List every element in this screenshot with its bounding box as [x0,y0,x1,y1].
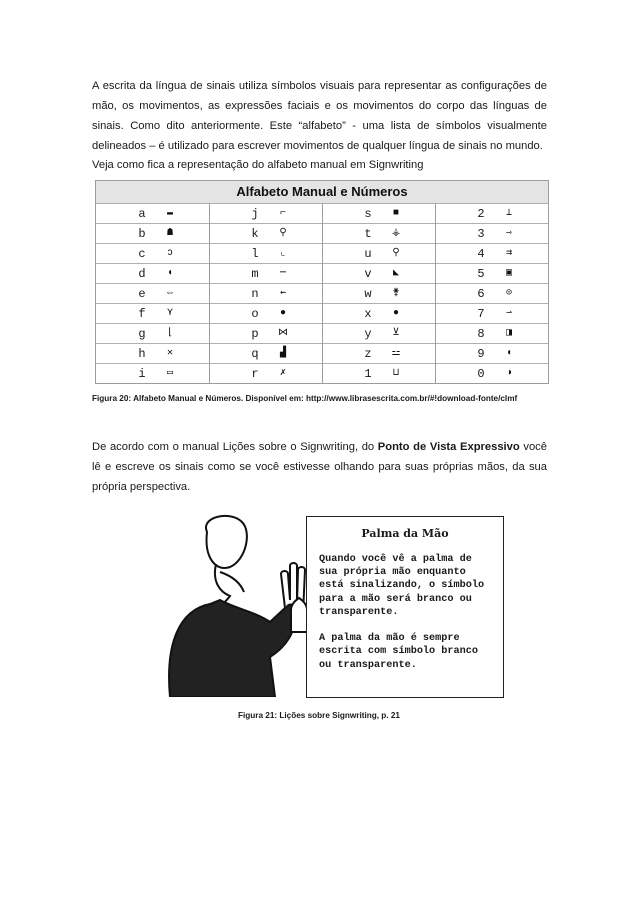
alphabet-cell [322,203,435,224]
signwriting-symbol: ◖ [505,348,512,359]
signwriting-symbol: ⇾ [505,228,513,239]
perspective-emphasis: Ponto de Vista Expressivo [377,441,520,453]
alphabet-cell [322,243,435,264]
alphabet-letter: h [138,347,146,361]
alphabet-cell [435,363,548,384]
signwriting-symbol: ◨ [505,328,513,339]
alphabet-cell [322,363,435,384]
signwriting-symbol: ⚲ [392,248,400,259]
alphabet-cell [209,283,322,304]
alphabet-letter: z [364,347,372,361]
perspective-text-end: você lê e escreve os sinais como se você estivesse olhando para suas próprias mãos, da sua própria perspectiva. [92,441,547,493]
intro-paragraph: A escrita da língua de sinais utiliza símbolos visuais para representar as configurações de mão, os movimentos, as expressões faciais e os movimentos do corpo das línguas de sinais. Como dito anteriormente. Este “alfabeto” - uma lista de símbolos visualmente delineados – é utilizado para escrever movimentos de qualquer língua de sinais no mundo. [92,80,547,152]
column-divider [435,203,436,383]
signwriting-symbol: ⋯ [279,268,287,279]
alphabet-letter: u [364,247,372,261]
signwriting-symbol: ⚲ [279,228,287,239]
alphabet-cell [435,343,548,364]
signwriting-symbol: ⚵ [392,288,400,299]
signwriting-symbol: ◣ [392,268,400,279]
figure-20-caption: Figura 20: Alfabeto Manual e Números. Disponível em: http://www.librasescrita.com.br/#!download-fonte/clmf [92,394,518,403]
alphabet-cell [322,263,435,284]
alphabet-letter: q [251,347,259,361]
alphabet-letter: 3 [477,227,485,241]
alphabet-cell [96,263,209,284]
palm-box-title: Palma da Mão [361,527,449,540]
signwriting-symbol: ⊙ [505,288,513,299]
alphabet-cell [96,363,209,384]
alphabet-title: Alfabeto Manual e Números [96,181,548,203]
alphabet-cell [435,303,548,324]
alphabet-letter: i [138,367,146,381]
alphabet-letter: 2 [477,207,485,221]
signwriting-symbol: ▬ [166,208,173,219]
signwriting-symbol: ☗ [166,228,174,239]
signwriting-symbol: ⋈ [278,328,288,339]
palm-explanation-box [306,516,504,698]
alphabet-cell [96,343,209,364]
alphabet-letter: g [138,327,146,341]
signwriting-symbol: ◑ [505,368,512,379]
signwriting-symbol: ▣ [505,268,513,279]
alphabet-letter: w [364,287,372,301]
alphabet-letter: s [364,207,372,221]
alphabet-cell [322,343,435,364]
signwriting-symbol: ⌊ [166,328,174,339]
alphabet-letter: 5 [477,267,485,281]
alphabet-cell [96,223,209,244]
signwriting-intro: Veja como fica a representação do alfabeto manual em Signwriting [92,159,424,171]
alphabet-letter: e [138,287,146,301]
signer-illustration [160,512,310,697]
alphabet-letter: c [138,247,146,261]
alphabet-letter: n [251,287,259,301]
alphabet-cell [209,223,322,244]
signwriting-symbol: ↄ [166,248,173,259]
signwriting-symbol: ⇜ [279,288,287,299]
alphabet-letter: v [364,267,372,281]
alphabet-letter: d [138,267,146,281]
column-divider [322,203,323,383]
alphabet-letter: 9 [477,347,485,361]
alphabet-letter: 6 [477,287,485,301]
alphabet-cell [96,303,209,324]
alphabet-letter: r [251,367,259,381]
alphabet-letter: f [138,307,146,321]
alphabet-letter: 1 [364,367,372,381]
signwriting-symbol: ▟ [279,348,287,359]
alphabet-cell [322,323,435,344]
alphabet-cell [322,303,435,324]
alphabet-cell [435,283,548,304]
signwriting-symbol: ⚍ [391,348,401,359]
alphabet-letter: m [251,267,259,281]
alphabet-cell [435,243,548,264]
alphabet-cell [435,323,548,344]
alphabet-cell [96,203,209,224]
signwriting-symbol: ✕ [166,348,174,359]
alphabet-cell [209,363,322,384]
alphabet-cell [322,223,435,244]
alphabet-cell [209,263,322,284]
alphabet-column [435,203,548,383]
alphabet-cell [435,263,548,284]
alphabet-cell [322,283,435,304]
alphabet-cell [209,323,322,344]
alphabet-column [322,203,435,383]
alphabet-letter: b [138,227,146,241]
alphabet-cell [96,323,209,344]
figure-21-caption: Figura 21: Lições sobre Signwriting, p. 21 [238,711,400,720]
alphabet-letter: 4 [477,247,485,261]
signwriting-symbol: ✗ [279,368,287,379]
alphabet-cell [209,343,322,364]
alphabet-cell [209,303,322,324]
signwriting-symbol: ⚶ [391,228,401,239]
alphabet-letter: 0 [477,367,485,381]
alphabet-letter: y [364,327,372,341]
alphabet-column [209,203,322,383]
signwriting-symbol: ⊥ [505,208,513,219]
alphabet-letter: 7 [477,307,485,321]
perspective-paragraph [92,437,547,497]
alphabet-letter: p [251,327,259,341]
alphabet-cell [96,243,209,264]
signwriting-symbol: ⊻ [392,328,400,339]
signwriting-symbol: ⇀ [505,308,513,319]
alphabet-figure [95,180,549,384]
signwriting-symbol: ⌞ [279,248,287,259]
signwriting-symbol: ▭ [166,368,174,379]
perspective-text-start: De acordo com o manual Lições sobre o Signwriting, do [92,441,378,453]
palm-box-text: Quando você vê a palma de sua própria mão enquanto está sinalizando, o símbolo para a mão será branco ou transparente. A palma da mão é sempre escrita com símbolo branco ou transparente. [319,554,485,671]
signwriting-symbol: ● [392,308,399,319]
alphabet-cell [96,283,209,304]
alphabet-cell [209,243,322,264]
alphabet-letter: a [138,207,146,221]
signwriting-symbol: ⋎ [166,308,174,319]
signwriting-symbol: ◖ [166,268,173,279]
signwriting-symbol: ⊔ [392,368,400,379]
column-divider [209,203,210,383]
alphabet-cell [209,203,322,224]
alphabet-cell [435,203,548,224]
alphabet-letter: l [251,247,259,261]
alphabet-column [96,203,209,383]
alphabet-letter: k [251,227,259,241]
signwriting-symbol: ⇔ [166,288,173,299]
alphabet-letter: 8 [477,327,485,341]
alphabet-letter: t [364,227,372,241]
signwriting-symbol: ● [279,308,286,319]
alphabet-letter: o [251,307,259,321]
alphabet-cell [435,223,548,244]
signwriting-symbol: ⇉ [505,248,513,259]
alphabet-letter: j [251,207,259,221]
signwriting-symbol: ■ [392,208,399,219]
alphabet-letter: x [364,307,372,321]
signwriting-symbol: ⌐ [279,208,286,219]
